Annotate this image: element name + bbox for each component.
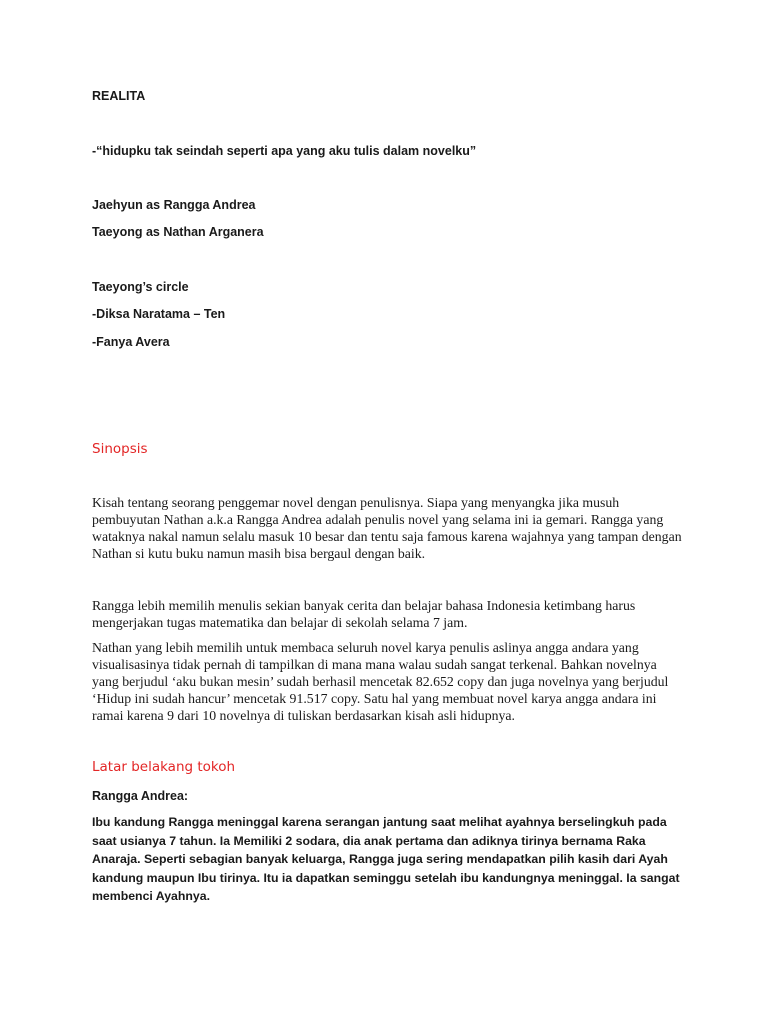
circle-member: -Diksa Naratama – Ten [92, 307, 226, 321]
circle-member: -Fanya Avera [92, 335, 170, 349]
circle-heading: Taeyong’s circle [92, 280, 189, 294]
document-title: REALITA [92, 89, 146, 103]
opening-quote: -“hidupku tak seindah seperti apa yang aku tulis dalam novelku” [92, 144, 477, 158]
character-name: Rangga Andrea: [92, 789, 189, 803]
cast-line: Taeyong as Nathan Arganera [92, 225, 264, 239]
latar-heading: Latar belakang tokoh [92, 759, 236, 775]
sinopsis-heading: Sinopsis [92, 441, 148, 457]
sinopsis-paragraph: Nathan yang lebih memilih untuk membaca seluruh novel karya penulis aslinya angga andara yang visualisasinya tidak pernah di tampilkan di mana mana walau sudah sangat terkenal. Bahkan novelnya yang berjudul ‘aku bukan mesin’ sudah berhasil mencetak 82.652 copy dan juga novelnya yang berjudul ‘Hidup ini sudah hancur’ mencetak 91.517 copy. Satu hal yang membuat novel karya angga andara ini ramai karena 9 dari 10 novelnya di tuliskan berdasarkan kisah asli hidupnya. [92, 640, 669, 723]
cast-line: Jaehyun as Rangga Andrea [92, 198, 256, 212]
sinopsis-paragraph: Rangga lebih memilih menulis sekian banyak cerita dan belajar bahasa Indonesia ketimbang harus mengerjakan tugas matematika dan belajar di sekolah selama 7 jam. [92, 598, 636, 630]
sinopsis-paragraph: Kisah tentang seorang penggemar novel dengan penulisnya. Siapa yang menyangka jika musuh pembuyutan Nathan a.k.a Rangga Andrea adalah penulis novel yang selama ini ia gemari. Rangga yang wataknya nakal namun selalu masuk 10 besar dan tentu saja famous karena wajahnya yang tampan dengan Nathan si kutu buku namun masih bisa bergaul dengan baik. [92, 495, 682, 561]
character-background-paragraph: Ibu kandung Rangga meninggal karena serangan jantung saat melihat ayahnya berselingkuh pada saat usianya 7 tahun. Ia Memiliki 2 sodara, dia anak pertama dan adiknya tirinya bernama Raka Anaraja. Seperti sebagian banyak keluarga, Rangga juga sering mendapatkan pilih kasih dari Ayah kandung maupun Ibu tirinya. Itu ia dapatkan seminggu setelah ibu kandungnya meninggal. Ia sangat membenci Ayahnya. [92, 815, 680, 903]
